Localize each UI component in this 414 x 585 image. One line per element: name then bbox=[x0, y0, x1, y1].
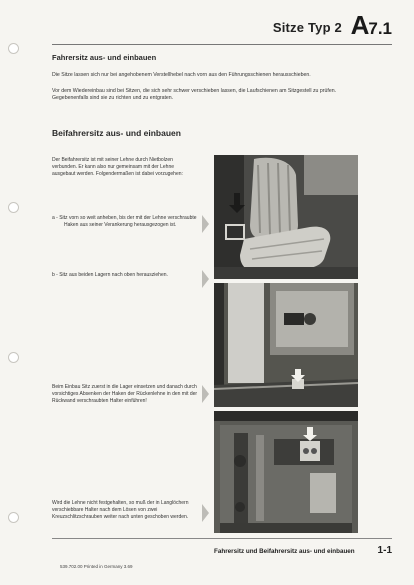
binder-hole bbox=[8, 202, 19, 213]
binder-hole bbox=[8, 43, 19, 54]
pointer-arrow-icon bbox=[202, 270, 209, 288]
install-text: Beim Einbau Sitz zuerst in die Lager einsetzen und danach durch vorsichtiges Absenken der Haken der Rückenlehne in den mit der Rückwand verschraubten Halter einführen! bbox=[52, 384, 198, 404]
binder-hole bbox=[8, 352, 19, 363]
photo-seat-mounting bbox=[214, 283, 358, 407]
paragraph-reinstall: Vor dem Wiedereinbau sind bei Sitzen, die sich sehr schwer verschieben lassen, die Laufschienen am Sitzgestell zu prüfen. Gegebenenfalls sind sie zu richten und zu entgraten. bbox=[52, 88, 337, 102]
pointer-arrow-icon bbox=[202, 504, 209, 522]
intro-text: Der Beifahrersitz ist mit seiner Lehne durch Nietbolzen verbunden. Er kann also nur gemeinsam mit der Lehne ausgebaut werden. Folgendermaßen ist dabei vorzugehen: bbox=[52, 157, 183, 177]
page-number: 1-1 bbox=[377, 545, 392, 556]
section-heading-driver-seat: Fahrersitz aus- und einbauen bbox=[52, 53, 157, 62]
section-code bbox=[351, 10, 392, 41]
photo-holder-screws bbox=[214, 411, 358, 533]
note-text: Wird die Lehne nicht festgehalten, so muß der in Langlöchern verschiebbare Halter nach dem Lösen von zwei Kreuzschlitzschrauben weiter nach unten geschoben werden. bbox=[52, 500, 189, 520]
binder-hole bbox=[8, 512, 19, 523]
step-b-text: b - Sitz aus beiden Lagern nach oben herausziehen. bbox=[52, 272, 168, 278]
header-divider bbox=[52, 44, 392, 45]
footer-title: Fahrersitz und Beifahrersitz aus- und einbauen bbox=[214, 548, 355, 555]
page-title: Sitze Typ 2 bbox=[272, 20, 342, 35]
section-heading-passenger-seat: Beifahrersitz aus- und einbauen bbox=[52, 128, 181, 138]
step-a-text: a - Sitz vorn so weit anheben, bis der mit der Lehne verschraubte Haken aus seiner Verankerung herausgezogen ist. bbox=[52, 215, 197, 228]
pointer-arrow-icon bbox=[202, 385, 209, 403]
photo-passenger-seat bbox=[214, 155, 358, 279]
paragraph-removal: Die Sitze lassen sich nur bei angehobenem Verstellhebel nach vorn aus den Führungsschienen herausschieben. bbox=[52, 72, 311, 78]
pointer-arrow-icon bbox=[202, 215, 209, 233]
section-code-number: 7.1 bbox=[368, 19, 392, 38]
print-info: 539.702.00 Printed in Germany 3.69 bbox=[60, 564, 133, 569]
section-code-letter: A bbox=[350, 10, 369, 40]
footer-divider bbox=[52, 538, 392, 539]
